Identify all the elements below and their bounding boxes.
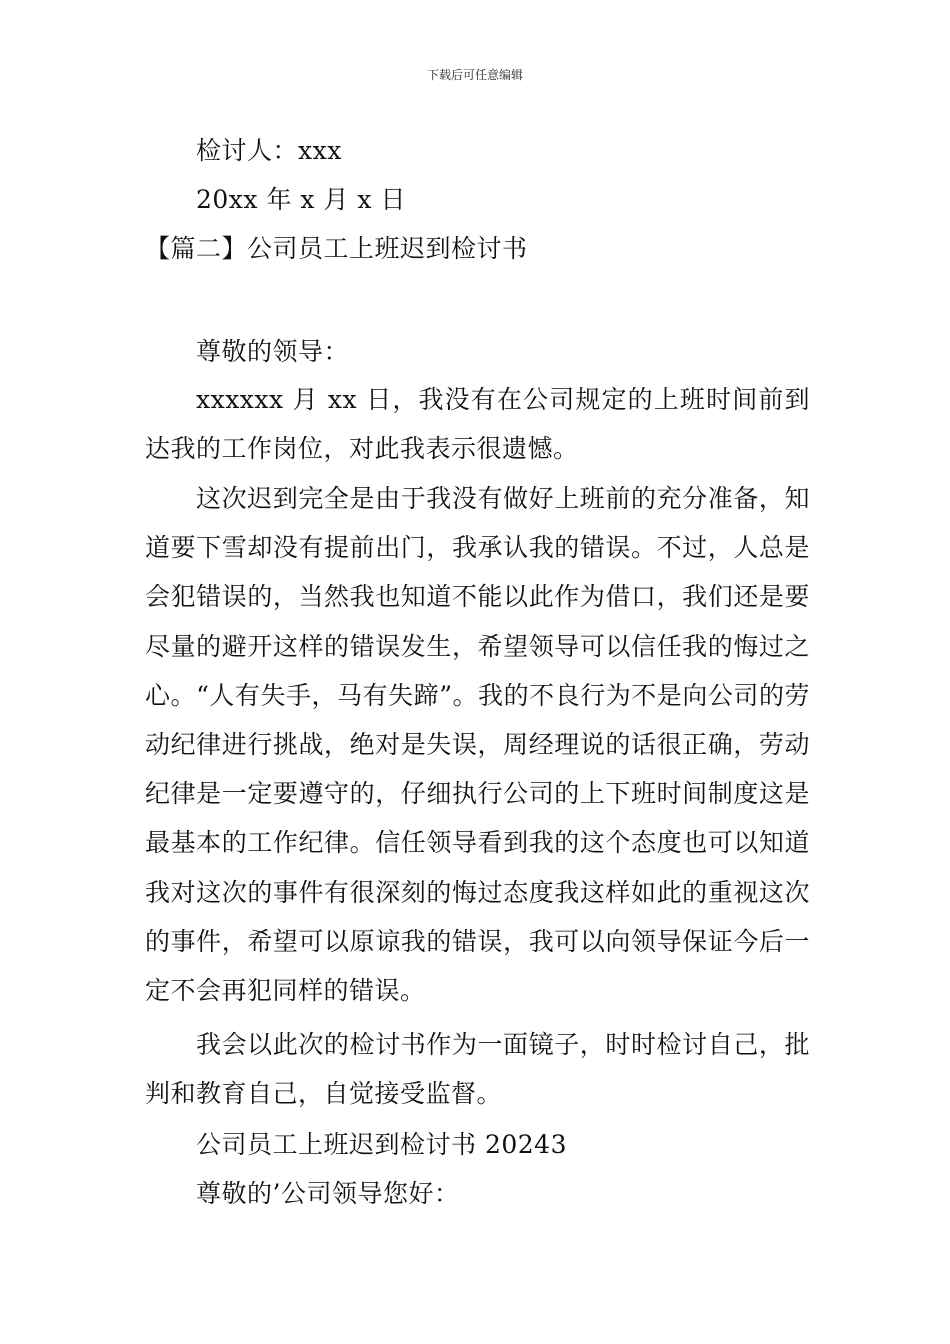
signer-line: 检讨人：xxx [196, 136, 342, 165]
header-note: 下载后可任意编辑 [426, 68, 523, 82]
next-salutation: 尊敬的’公司领导您好： [196, 1179, 460, 1208]
paragraph-2: 这次迟到完全是由于我没有做好上班前的充分准备，知道要下雪却没有提前出门，我承认我的错误。不过，人总是会犯错误的，当然我也知道不能以此作为借口，我们还是要尽量的避开这样的错误发生，希望领导可以信任我的悔过之心。“人有失手，马有失蹄”。我的不良行为不是向公司的劳动纪律进行挑战，绝对是失误，周经理说的话很正确，劳动纪律是一定要遵守的，仔细执行公司的上下班时间制度这是最基本的工作纪律。信任领导看到我的这个态度也可以知道我对这次的事件有很深刻的悔过态度我这样如此的重视这次的事件，希望可以原谅我的错误，我可以向领导保证今后一定不会再犯同样的错误。 [145, 484, 810, 1006]
section-title: 【篇二】公司员工上班迟到检讨书 [145, 234, 528, 263]
next-title: 公司员工上班迟到检讨书 20243 [196, 1130, 567, 1159]
paragraph-3: 我会以此次的检讨书作为一面镜子，时时检讨自己，批判和教育自己，自觉接受监督。 [145, 1030, 810, 1109]
salutation: 尊敬的领导： [196, 337, 350, 366]
paragraph-1: xxxxxx 月 xx 日，我没有在公司规定的上班时间前到达我的工作岗位，对此我表示很遗憾。 [145, 385, 810, 464]
date-line: 20xx 年 x 月 x 日 [196, 185, 406, 214]
